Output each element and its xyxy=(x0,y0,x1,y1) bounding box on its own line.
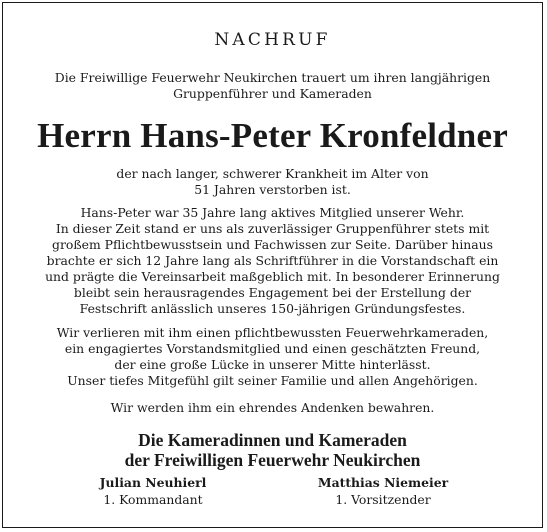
biography-line: In dieser Zeit stand er uns als zuverlässiger Gruppenführer stets mit xyxy=(55,221,490,236)
tribute-line: Wir verlieren mit ihm einen pflichtbewussten Feuerwehrkameraden, xyxy=(56,325,489,340)
obituary-notice xyxy=(2,2,543,528)
biography-line: bleibt sein herausragendes Engagement bei der Erstellung der xyxy=(73,285,472,300)
biography-line: Hans-Peter war 35 Jahre lang aktives Mitglied unserer Wehr. xyxy=(80,205,465,220)
signatory-chairman xyxy=(283,475,483,508)
biography-line: und prägte die Vereinsarbeit maßgeblich mit. In besonderer Erinnerung xyxy=(45,269,500,284)
biography-paragraph xyxy=(3,205,542,317)
intro-line: Die Freiwillige Feuerwehr Neukirchen trauert um ihren langjährigen xyxy=(54,70,491,85)
signoff-line: Die Kameradinnen und Kameraden xyxy=(138,430,407,450)
notice-heading: NACHRUF xyxy=(214,30,331,50)
intro-text xyxy=(3,70,542,102)
signatory-name: Matthias Niemeier xyxy=(317,475,449,490)
biography-line: brachte er sich 12 Jahre lang als Schriftführer in die Vorstandschaft ein xyxy=(46,253,499,268)
signatory-role: 1. Kommandant xyxy=(103,492,203,507)
tribute-line: ein engagiertes Vorstandsmitglied und einen geschätzten Freund, xyxy=(64,341,481,356)
deceased-name: Herrn Hans-Peter Kronfeldner xyxy=(37,116,508,155)
signoff-line: der Freiwilligen Feuerwehr Neukirchen xyxy=(124,450,421,470)
signatory-role: 1. Vorsitzender xyxy=(335,492,431,507)
biography-line: großem Pflichtbewusstsein und Fachwissen zur Seite. Darüber hinaus xyxy=(52,237,493,252)
death-note-line: der nach langer, schwerer Krankheit im Alter von xyxy=(116,166,429,181)
closing-line: Wir werden ihm ein ehrendes Andenken bewahren. xyxy=(110,400,435,415)
tribute-paragraph xyxy=(3,325,542,389)
death-note-line: 51 Jahren verstorben ist. xyxy=(194,182,351,197)
intro-line: Gruppenführer und Kameraden xyxy=(173,86,372,101)
death-note xyxy=(3,166,542,198)
signoff-block xyxy=(3,430,542,470)
signatory-name: Julian Neuhierl xyxy=(99,475,207,490)
biography-line: Festschrift anlässlich unseres 150-jährigen Gründungsfestes. xyxy=(79,301,466,316)
tribute-line: Unser tiefes Mitgefühl gilt seiner Familie und allen Angehörigen. xyxy=(67,373,478,388)
tribute-line: der eine große Lücke in unserer Mitte hinterlässt. xyxy=(114,357,431,372)
signatory-commander xyxy=(53,475,253,508)
